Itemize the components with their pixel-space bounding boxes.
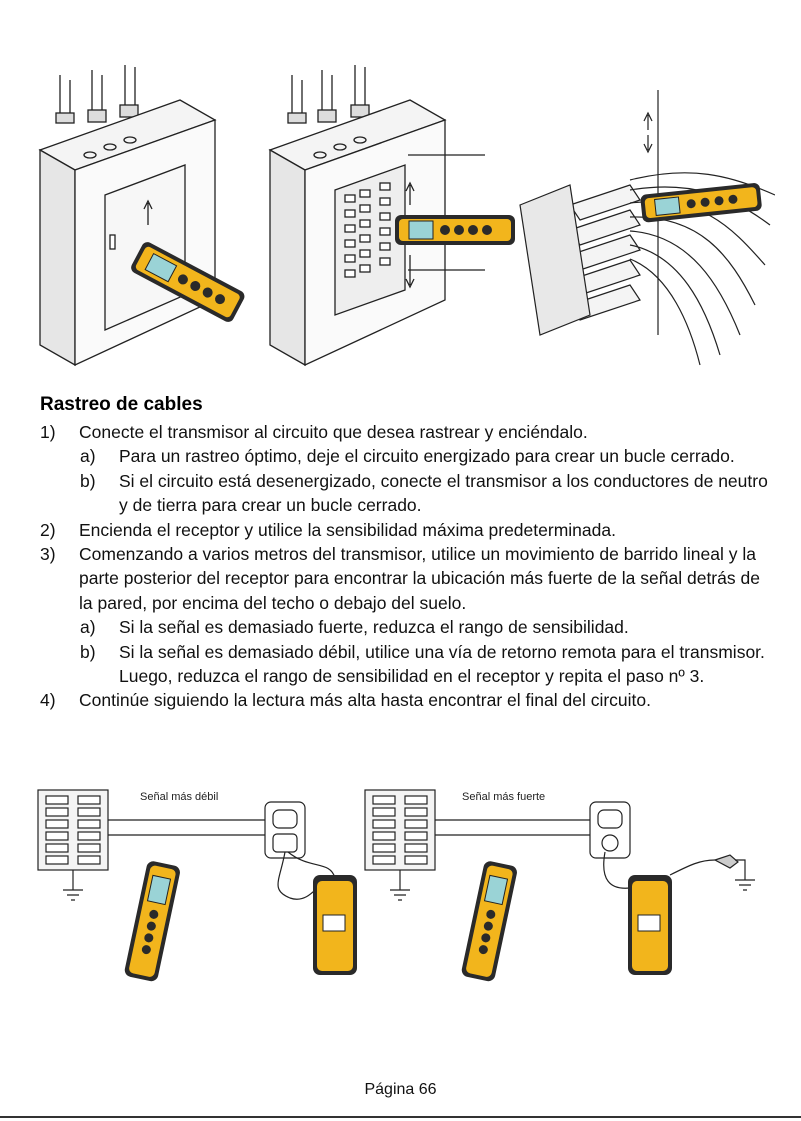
transmitter-left <box>313 875 357 975</box>
step-3a <box>40 615 770 639</box>
step-number: 3) <box>40 544 56 565</box>
bottom-rule <box>0 1116 801 1118</box>
substep-text: Para un rastreo óptimo, deje el circuito energizado para crear un bucle cerrado. <box>119 446 735 467</box>
step-3 <box>40 542 770 615</box>
signal-strength-diagram <box>30 780 775 1000</box>
receiver-right <box>460 860 518 982</box>
page-number: Página 66 <box>364 1081 437 1098</box>
step-1a <box>40 444 770 468</box>
step-number: 2) <box>40 519 56 540</box>
receiver-left <box>123 860 181 982</box>
step-text: Encienda el receptor y utilice la sensibilidad máxima predeterminada. <box>79 519 616 540</box>
weak-signal-label: Señal más débil <box>140 791 219 803</box>
step-4 <box>40 688 770 712</box>
step-text: Continúe siguiendo la lectura más alta hasta encontrar el final del circuito. <box>79 690 651 711</box>
tracing-illustration-top <box>30 55 775 375</box>
receiver-device-2 <box>395 215 515 245</box>
substep-letter: a) <box>80 446 96 467</box>
substep-letter: b) <box>80 470 96 491</box>
step-1 <box>40 420 770 444</box>
step-text: Comenzando a varios metros del transmisor, utilice un movimiento de barrido lineal y la parte posterior del receptor para encontrar la ubicación más fuerte de la señal detrás de la pared, por encima del techo o debajo del suelo. <box>79 544 760 613</box>
panel-closed <box>40 65 215 365</box>
strong-signal-setup <box>365 790 755 900</box>
substep-letter: b) <box>80 641 96 662</box>
substep-text: Si la señal es demasiado débil, utilice una vía de retorno remota para el transmisor. Luego, reduzca el rango de sensibilidad en el receptor y repita el paso nº 3. <box>119 641 765 687</box>
substep-text: Si la señal es demasiado fuerte, reduzca el rango de sensibilidad. <box>119 617 629 638</box>
step-2 <box>40 518 770 542</box>
step-text: Conecte el transmisor al circuito que desea rastrear y enciéndalo. <box>79 422 588 442</box>
step-number: 4) <box>40 690 56 711</box>
step-1b <box>40 469 770 518</box>
substep-letter: a) <box>80 617 96 638</box>
substep-text: Si el circuito está desenergizado, conecte el transmisor a los conductores de neutro y de tierra para crear un bucle cerrado. <box>119 470 768 516</box>
weak-signal-setup <box>38 790 335 900</box>
transmitter-right <box>628 875 672 975</box>
step-3b <box>40 640 770 689</box>
section-heading: Rastreo de cables <box>40 394 203 415</box>
step-number: 1) <box>40 422 56 442</box>
strong-signal-label: Señal más fuerte <box>462 791 546 803</box>
breakers-closeup <box>520 90 775 365</box>
instruction-list <box>40 420 770 713</box>
